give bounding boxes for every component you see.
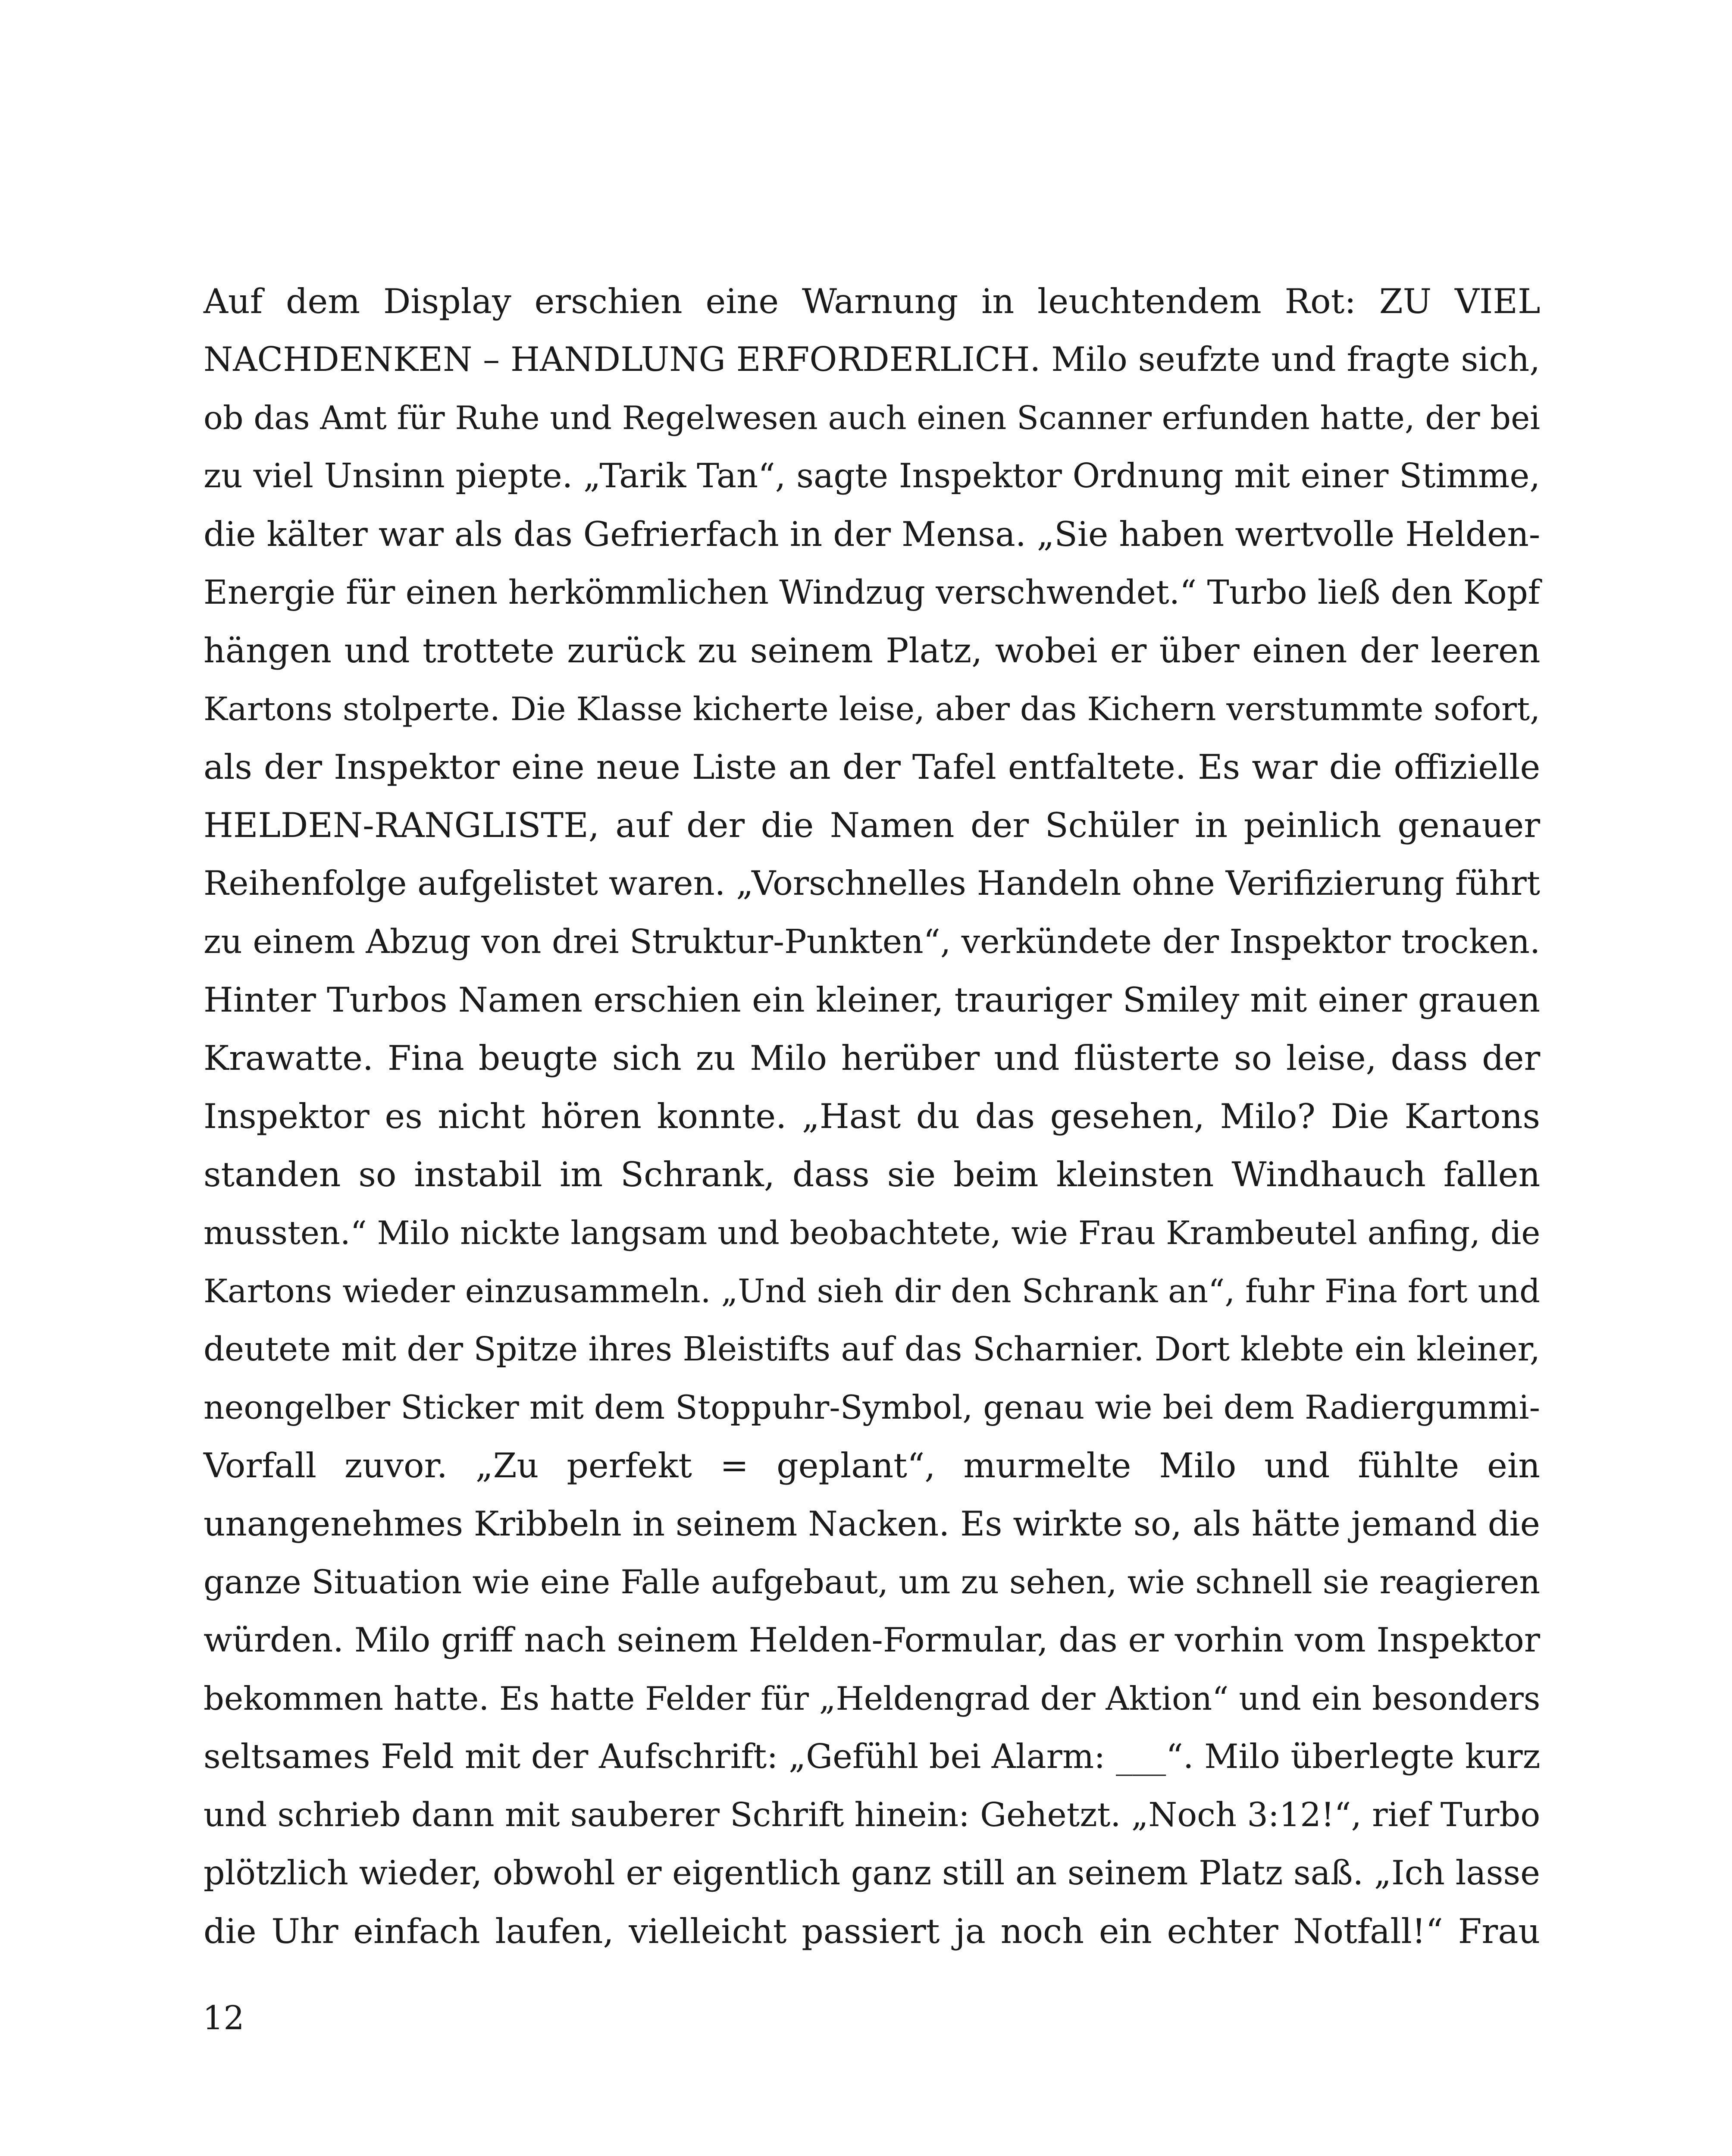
text-line: und schrieb dann mit sauberer Schrift hinein: Gehetzt. „Noch 3:12!“, rief Turbo bbox=[204, 1796, 1541, 1834]
page-number: 12 bbox=[203, 1999, 244, 2037]
text-line: Energie für einen herkömmlichen Windzug verschwendet.“ Turbo ließ den Kopf bbox=[204, 573, 1540, 612]
text-line: ganze Situation wie eine Falle aufgebaut, um zu sehen, wie schnell sie reagieren bbox=[204, 1563, 1541, 1601]
text-line: Kartons wieder einzusammeln. „Und sieh dir den Schrank an“, fuhr Fina fort und bbox=[204, 1272, 1540, 1310]
text-line: Reihenfolge aufgelistet waren. „Vorschnelles Handeln ohne Verifizierung führt bbox=[204, 864, 1540, 903]
text-line: neongelber Sticker mit dem Stoppuhr-Symbol, genau wie bei dem Radiergummi- bbox=[204, 1388, 1540, 1426]
text-line: plötzlich wieder, obwohl er eigentlich ganz still an seinem Platz saß. „Ich lasse bbox=[204, 1854, 1540, 1893]
text-line: Inspektor es nicht hören konnte. „Hast du das gesehen, Milo? Die Kartons bbox=[204, 1097, 1540, 1136]
text-line: NACHDENKEN – HANDLUNG ERFORDERLICH. Milo seufzte und fragte sich, bbox=[204, 340, 1540, 379]
text-line: würden. Milo griff nach seinem Helden-Formular, das er vorhin vom Inspektor bbox=[204, 1621, 1540, 1660]
text-line: HELDEN-RANGLISTE, auf der die Namen der Schüler in peinlich genauer bbox=[204, 805, 1540, 845]
text-line: ob das Amt für Ruhe und Regelwesen auch einen Scanner erfunden hatte, der bei bbox=[204, 399, 1540, 437]
text-line: seltsames Feld mit der Aufschrift: „Gefühl bei Alarm: ___“. Milo überlegte kurz bbox=[204, 1737, 1541, 1776]
text-line: unangenehmes Kribbeln in seinem Nacken. Es wirkte so, als hätte jemand die bbox=[204, 1504, 1540, 1544]
text-line: standen so instabil im Schrank, dass sie beim kleinsten Windhauch fallen bbox=[204, 1155, 1541, 1194]
text-line: mussten.“ Milo nickte langsam und beobachtete, wie Frau Krambeutel anfing, die bbox=[204, 1214, 1541, 1252]
text-line: Auf dem Display erschien eine Warnung in leuchtendem Rot: ZU VIEL bbox=[204, 282, 1541, 321]
text-line: die Uhr einfach laufen, vielleicht passiert ja noch ein echter Notfall!“ Frau bbox=[204, 1912, 1541, 1951]
text-line: zu einem Abzug von drei Struktur-Punkten“, verkündete der Inspektor trocken. bbox=[204, 923, 1541, 961]
text-line: Hinter Turbos Namen erschien ein kleiner, trauriger Smiley mit einer grauen bbox=[204, 980, 1541, 1020]
text-line: zu viel Unsinn piepte. „Tarik Tan“, sagte Inspektor Ordnung mit einer Stimme, bbox=[204, 457, 1540, 495]
text-line: die kälter war als das Gefrierfach in der Mensa. „Sie haben wertvolle Helden- bbox=[204, 515, 1541, 554]
text-line: Kartons stolperte. Die Klasse kicherte leise, aber das Kichern verstummte sofort, bbox=[204, 690, 1540, 728]
text-line: hängen und trottete zurück zu seinem Platz, wobei er über einen der leeren bbox=[204, 631, 1541, 671]
text-line: Krawatte. Fina beugte sich zu Milo herüber und flüsterte so leise, dass der bbox=[204, 1038, 1541, 1078]
text-line: deutete mit der Spitze ihres Bleistifts auf das Scharnier. Dort klebte ein kleiner, bbox=[204, 1330, 1540, 1369]
text-line: Vorfall zuvor. „Zu perfekt = geplant“, murmelte Milo und fühlte ein bbox=[204, 1446, 1540, 1485]
body-text bbox=[204, 273, 1540, 1961]
text-line: als der Inspektor eine neue Liste an der Tafel entfaltete. Es war die offizielle bbox=[204, 747, 1541, 787]
text-line: bekommen hatte. Es hatte Felder für „Heldengrad der Aktion“ und ein besonders bbox=[204, 1680, 1541, 1717]
